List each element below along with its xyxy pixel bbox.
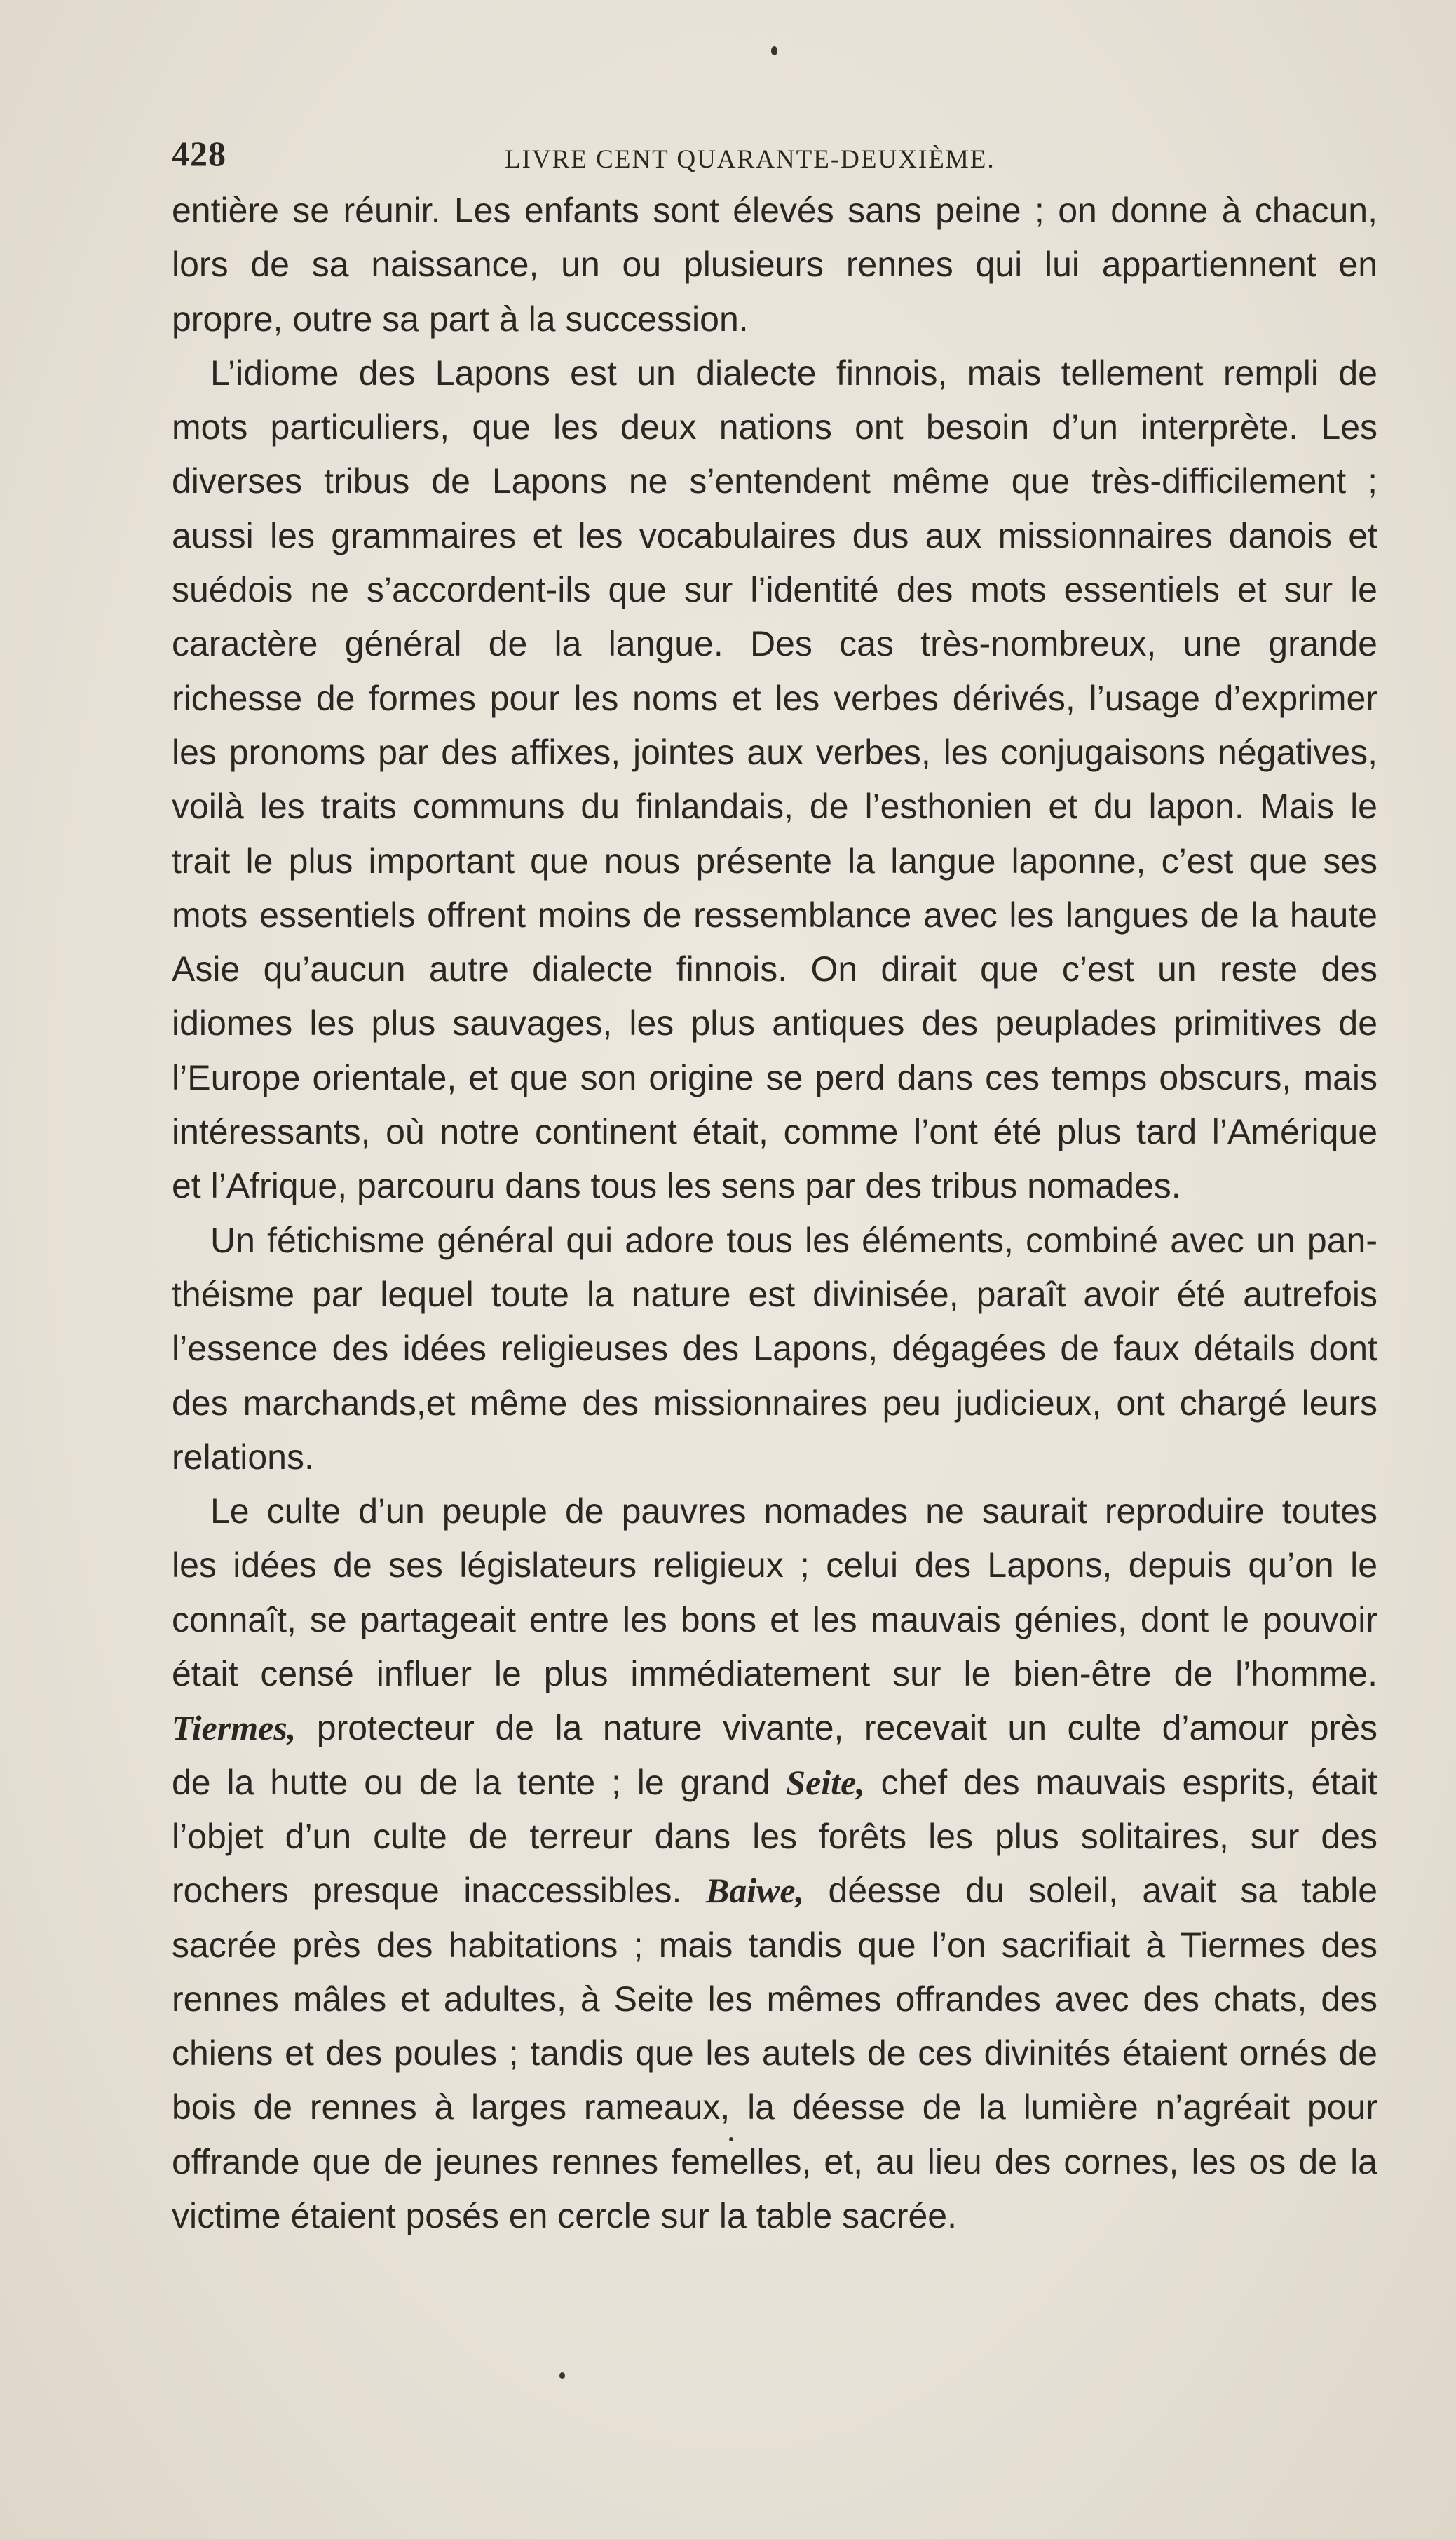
text-line: suédois ne s’accordent-ils que sur l’identité des mots essentiels et sur le [172, 570, 1377, 610]
text-line: caractère général de la langue. Des cas très-nombreux, une grande [172, 624, 1377, 664]
ink-speck [559, 2372, 565, 2379]
text-line: les idées de ses législateurs religieux ; celui des Lapons, depuis qu’on le [172, 1545, 1377, 1585]
text-line: Tiermes, protecteur de la nature vivante, recevait un culte d’amour près [172, 1708, 1377, 1748]
text-line [172, 1214, 1377, 1268]
text-line: intéressants, où notre continent était, comme l’ont été plus tard l’Amérique [172, 1112, 1377, 1152]
paragraph [172, 184, 1377, 346]
text-line: relations. [172, 1437, 314, 1477]
italic-name: Tiermes, [172, 1708, 297, 1748]
text-line [172, 1484, 1377, 1538]
text-line: de la hutte ou de la tente ; le grand Seite, chef des mauvais esprits, était [172, 1762, 1377, 1802]
text-line: richesse de formes pour les noms et les verbes dérivés, l’usage d’exprimer [172, 678, 1377, 718]
text-line: mots essentiels offrent moins de ressemblance avec les langues de la haute [172, 895, 1377, 935]
text-line: chiens et des poules ; tandis que les autels de ces divinités étaient ornés de [172, 2033, 1377, 2073]
text-line: mots particuliers, que les deux nations ont besoin d’un interprète. Les [172, 407, 1377, 447]
text-line: voilà les traits communs du finlandais, de l’esthonien et du lapon. Mais le [172, 787, 1377, 827]
text-line: et l’Afrique, parcouru dans tous les sens par des tribus nomades. [172, 1166, 1181, 1206]
text-line: entière se réunir. Les enfants sont élevés sans peine ; on donne à chacun, [172, 191, 1377, 230]
body-text [172, 184, 1377, 2243]
text-line: théisme par lequel toute la nature est divinisée, paraît avoir été autrefois [172, 1274, 1377, 1314]
text-line: diverses tribus de Lapons ne s’entendent même que très-difficilement ; [172, 461, 1377, 501]
paragraph [172, 1484, 1377, 2243]
text-line: trait le plus important que nous présente la langue laponne, c’est que ses [172, 841, 1377, 881]
page-header [172, 133, 1377, 182]
text-line: bois de rennes à larges rameaux, la déesse de la lumière n’agréait pour [172, 2087, 1377, 2127]
text-line: Asie qu’aucun autre dialecte finnois. On dirait que c’est un reste des [172, 949, 1377, 989]
text-line: l’Europe orientale, et que son origine se perd dans ces temps obscurs, mais [172, 1057, 1377, 1097]
text-line: connaît, se partageait entre les bons et les mauvais génies, dont le pouvoir [172, 1599, 1377, 1639]
ink-speck [771, 46, 777, 55]
text-line: était censé influer le plus immédiatement sur le bien-être de l’homme. [172, 1654, 1377, 1694]
text-line: l’objet d’un culte de terreur dans les forêts les plus solitaires, sur des [172, 1816, 1377, 1856]
text-line: lors de sa naissance, un ou plusieurs rennes qui lui appartiennent en [172, 245, 1377, 285]
running-head: LIVRE CENT QUARANTE-DEUXIÈME. [505, 145, 995, 174]
text-line: victime étaient posés en cercle sur la table sacrée. [172, 2195, 957, 2235]
text-line-content: Le culte d’un peuple de pauvres nomades ne saurait reproduire toutes [210, 1491, 1377, 1531]
text-line-content: L’idiome des Lapons est un dialecte finnois, mais tellement rempli de [210, 353, 1377, 393]
text-line [172, 346, 1377, 400]
text-line: idiomes les plus sauvages, les plus antiques des peuplades primitives de [172, 1003, 1377, 1043]
text-line: aussi les grammaires et les vocabulaires dus aux missionnaires danois et [172, 515, 1377, 555]
paragraph [172, 1214, 1377, 1484]
italic-name: Baiwe, [705, 1871, 805, 1911]
text-line: des marchands,et même des missionnaires peu judicieux, ont chargé leurs [172, 1383, 1377, 1423]
text-line: offrande que de jeunes rennes femelles, et, au lieu des cornes, les os de la [172, 2141, 1377, 2181]
page-number: 428 [172, 134, 226, 173]
text-line: propre, outre sa part à la succession. [172, 299, 749, 339]
text-line: rochers presque inaccessibles. Baiwe, déesse du soleil, avait sa table [172, 1871, 1377, 1911]
text-line: les pronoms par des affixes, jointes aux verbes, les conjugaisons négatives, [172, 732, 1377, 772]
paragraph [172, 346, 1377, 1214]
text-line: l’essence des idées religieuses des Lapons, dégagées de faux détails dont [172, 1329, 1377, 1369]
text-line: rennes mâles et adultes, à Seite les mêmes offrandes avec des chats, des [172, 1979, 1377, 2019]
text-line: sacrée près des habitations ; mais tandis que l’on sacrifiait à Tiermes des [172, 1925, 1377, 1965]
text-line-content: Un fétichisme général qui adore tous les éléments, combiné avec un pan- [210, 1220, 1377, 1260]
italic-name: Seite, [786, 1762, 865, 1802]
